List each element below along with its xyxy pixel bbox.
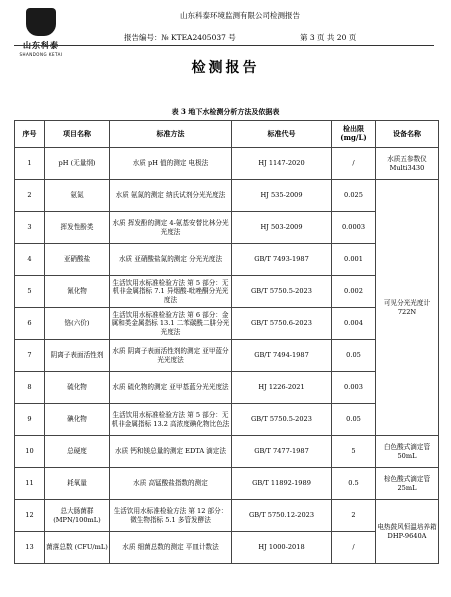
col-header-code: 标准代号 <box>232 121 332 148</box>
cell-method: 水质 高锰酸盐指数的测定 <box>110 468 232 500</box>
cell-seq: 13 <box>15 532 45 564</box>
cell-code: GB/T 7493-1987 <box>232 244 332 276</box>
cell-item: 挥发性酚类 <box>45 212 110 244</box>
table-row <box>15 404 439 436</box>
cell-method: 生活饮用水标准检验方法 第 6 部分：金属和类金属指标 13.1 二苯碳酰二肼分光光度法 <box>110 308 232 340</box>
table-row <box>15 340 439 372</box>
cell-seq: 1 <box>15 148 45 180</box>
table-row <box>15 308 439 340</box>
table-row <box>15 500 439 532</box>
cell-limit: 5 <box>332 436 376 468</box>
cell-code: HJ 1000-2018 <box>232 532 332 564</box>
cell-seq: 4 <box>15 244 45 276</box>
cell-method: 生活饮用水标准检验方法 第 12 部分：微生物指标 5.1 多管发酵法 <box>110 500 232 532</box>
table-header-row <box>15 121 439 148</box>
cell-item: 氨氮 <box>45 180 110 212</box>
method-table <box>14 120 439 564</box>
cell-limit: 0.002 <box>332 276 376 308</box>
table-row <box>15 468 439 500</box>
cell-item: 耗氧量 <box>45 468 110 500</box>
table-row <box>15 532 439 564</box>
document-title: 检测报告 <box>191 60 260 76</box>
cell-seq: 2 <box>15 180 45 212</box>
cell-method: 水质 钙和镁总量的测定 EDTA 滴定法 <box>110 436 232 468</box>
cell-item: 硫化物 <box>45 372 110 404</box>
cell-seq: 5 <box>15 276 45 308</box>
cell-method: 水质 细菌总数的测定 平皿计数法 <box>110 532 232 564</box>
company-logo <box>12 6 70 64</box>
page-info: 第 3 页 共 20 页 <box>300 33 357 42</box>
cell-seq: 6 <box>15 308 45 340</box>
cell-code: HJ 1147-2020 <box>232 148 332 180</box>
col-header-limit: 检出限 (mg/L) <box>332 121 376 148</box>
cell-limit: 0.5 <box>332 468 376 500</box>
cell-code: GB/T 5750.12-2023 <box>232 500 332 532</box>
cell-method: 水质 硫化物的测定 亚甲基蓝分光光度法 <box>110 372 232 404</box>
cell-item: 总大肠菌群 (MPN/100mL) <box>45 500 110 532</box>
cell-equipment: 电热鼓风恒温培养箱 DHP-9640A <box>376 500 439 564</box>
cell-item: 碘化物 <box>45 404 110 436</box>
cell-equipment: 水质五参数仪 Multi3430 <box>376 148 439 180</box>
cell-item: 氰化物 <box>45 276 110 308</box>
col-header-method: 标准方法 <box>110 121 232 148</box>
cell-method: 生活饮用水标准检验方法 第 5 部分：无机非金属指标 13.2 高浓度碘化物比色法 <box>110 404 232 436</box>
cell-code: GB/T 7494-1987 <box>232 340 332 372</box>
cell-limit: 0.05 <box>332 340 376 372</box>
cell-seq: 3 <box>15 212 45 244</box>
cell-limit: 0.0003 <box>332 212 376 244</box>
cell-limit: / <box>332 532 376 564</box>
leaf-logo-icon <box>26 8 56 36</box>
cell-limit: 0.001 <box>332 244 376 276</box>
table-row <box>15 180 439 212</box>
cell-method: 水质 pH 值的测定 电极法 <box>110 148 232 180</box>
cell-seq: 10 <box>15 436 45 468</box>
cell-limit: 0.05 <box>332 404 376 436</box>
cell-code: HJ 503-2009 <box>232 212 332 244</box>
col-header-seq: 序号 <box>15 121 45 148</box>
cell-limit: 2 <box>332 500 376 532</box>
cell-equipment: 白色酸式滴定管 50mL <box>376 436 439 468</box>
cell-code: GB/T 11892-1989 <box>232 468 332 500</box>
logo-subtext: SHANDONG KETAI <box>19 52 63 57</box>
table-row <box>15 244 439 276</box>
table-row <box>15 436 439 468</box>
report-number: 报告编号：№ KTEA2405037 号 <box>124 33 236 42</box>
cell-method: 生活饮用水标准检验方法 第 5 部分：无机非金属指标 7.1 异烟酸-吡唑酮分光光度法 <box>110 276 232 308</box>
cell-item: 菌落总数 (CFU/mL) <box>45 532 110 564</box>
cell-limit: / <box>332 148 376 180</box>
cell-method: 水质 氨氮的测定 纳氏试剂分光光度法 <box>110 180 232 212</box>
cell-seq: 8 <box>15 372 45 404</box>
cell-seq: 7 <box>15 340 45 372</box>
header-rule <box>14 45 434 46</box>
cell-seq: 12 <box>15 500 45 532</box>
table-row <box>15 212 439 244</box>
cell-seq: 9 <box>15 404 45 436</box>
cell-method: 水质 挥发酚的测定 4-氨基安替比林分光光度法 <box>110 212 232 244</box>
cell-item: 亚硝酸盐 <box>45 244 110 276</box>
cell-limit: 0.025 <box>332 180 376 212</box>
cell-item: 阴离子表面活性剂 <box>45 340 110 372</box>
col-header-equipment: 设备名称 <box>376 121 439 148</box>
cell-code: GB/T 5750.5-2023 <box>232 276 332 308</box>
cell-equipment: 棕色酸式滴定管 25mL <box>376 468 439 500</box>
table-row <box>15 372 439 404</box>
logo-name: 山东科泰 <box>23 40 59 50</box>
cell-item: 总硬度 <box>45 436 110 468</box>
cell-code: GB/T 5750.5-2023 <box>232 404 332 436</box>
table-caption: 表 3 地下水检测分析方法及依据表 <box>171 107 280 116</box>
cell-limit: 0.003 <box>332 372 376 404</box>
cell-item: 铬(六价) <box>45 308 110 340</box>
cell-code: GB/T 7477-1987 <box>232 436 332 468</box>
company-report-title: 山东科泰环境监测有限公司检测报告 <box>180 11 300 20</box>
table-row <box>15 148 439 180</box>
col-header-item: 项目名称 <box>45 121 110 148</box>
cell-item: pH (无量纲) <box>45 148 110 180</box>
cell-code: HJ 535-2009 <box>232 180 332 212</box>
cell-limit: 0.004 <box>332 308 376 340</box>
cell-seq: 11 <box>15 468 45 500</box>
cell-method: 水质 阴离子表面活性剂的测定 亚甲蓝分光光度法 <box>110 340 232 372</box>
cell-code: GB/T 5750.6-2023 <box>232 308 332 340</box>
cell-code: HJ 1226-2021 <box>232 372 332 404</box>
cell-equipment: 可见分光光度计 722N <box>376 180 439 436</box>
cell-method: 水质 亚硝酸盐氮的测定 分光光度法 <box>110 244 232 276</box>
table-row <box>15 276 439 308</box>
